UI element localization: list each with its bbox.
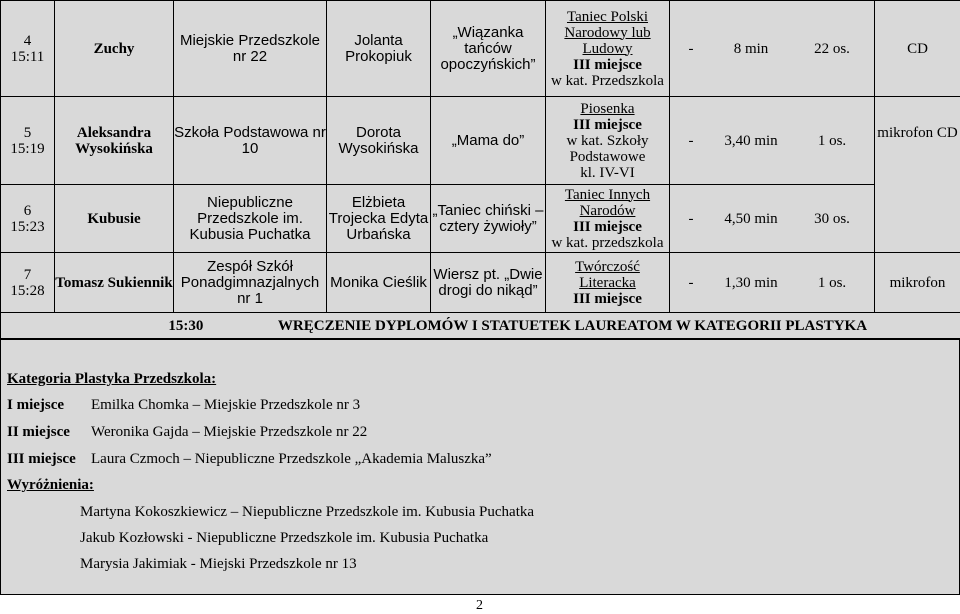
distinction-item: Jakub Kozłowski - Niepubliczne Przedszkole im. Kubusia Puchatka xyxy=(80,530,488,547)
school-name: Miejskie Przedszkole nr 22 xyxy=(174,1,327,97)
category-award: Taniec Innych Narodów III miejsce w kat. przedszkola xyxy=(546,185,670,253)
category-award: Piosenka III miejsce w kat. Szkoły Podstawowe kl. IV-VI xyxy=(546,97,670,185)
performance-title: Wiersz pt. „Dwie drogi do nikąd” xyxy=(431,253,546,313)
table-row xyxy=(1,253,960,313)
duration-persons: - 3,40 min 1 os. xyxy=(670,97,875,185)
result-place: III miejsce Laura Czmoch – Niepubliczne Przedszkole „Akademia Maluszka” xyxy=(7,451,492,468)
entry-number-time: 7 15:28 xyxy=(1,253,55,313)
entry-number-time: 5 15:19 xyxy=(1,97,55,185)
duration-persons: - 1,30 min 1 os. xyxy=(670,253,875,313)
tech-requirements: CD xyxy=(875,1,960,97)
performer-name: Aleksandra Wysokińska xyxy=(55,97,174,185)
ceremony-row xyxy=(1,313,960,339)
results-heading: Kategoria Plastyka Przedszkola: xyxy=(7,371,216,388)
table-row xyxy=(1,97,960,185)
ceremony-time: 15:30 xyxy=(94,318,278,334)
performer-name: Tomasz Sukiennik xyxy=(55,253,174,313)
performer-name: Kubusie xyxy=(55,185,174,253)
performance-title: „Taniec chiński – cztery żywioły” xyxy=(431,185,546,253)
teacher-name: Jolanta Prokopiuk xyxy=(327,1,431,97)
table-row xyxy=(1,185,960,253)
duration-persons: - 4,50 min 30 os. xyxy=(670,185,875,253)
teacher-name: Monika Cieślik xyxy=(327,253,431,313)
school-name: Niepubliczne Przedszkole im. Kubusia Puchatka xyxy=(174,185,327,253)
entry-number-time: 6 15:23 xyxy=(1,185,55,253)
result-place: II miejsce Weronika Gajda – Miejskie Przedszkole nr 22 xyxy=(7,424,367,441)
school-name: Szkoła Podstawowa nr 10 xyxy=(174,97,327,185)
tech-requirements: mikrofon xyxy=(875,253,960,313)
table-row xyxy=(1,1,960,97)
teacher-name: Elżbieta Trojecka Edyta Urbańska xyxy=(327,185,431,253)
ceremony-announcement xyxy=(1,313,960,339)
tech-requirements: mikrofon CD xyxy=(875,97,960,253)
teacher-name: Dorota Wysokińska xyxy=(327,97,431,185)
performance-title: „Wiązanka tańców opoczyńskich” xyxy=(431,1,546,97)
distinctions-heading: Wyróżnienia: xyxy=(7,477,94,494)
page-number: 2 xyxy=(476,598,483,614)
ceremony-text: WRĘCZENIE DYPLOMÓW I STATUETEK LAUREATOM W KATEGORII PLASTYKA xyxy=(278,318,867,334)
duration-persons: - 8 min 22 os. xyxy=(670,1,875,97)
performance-title: „Mama do” xyxy=(431,97,546,185)
distinction-item: Marysia Jakimiak - Miejski Przedszkole nr 13 xyxy=(80,556,357,573)
results-section xyxy=(0,339,960,595)
result-place: I miejsce Emilka Chomka – Miejskie Przedszkole nr 3 xyxy=(7,397,360,414)
entry-number-time: 4 15:11 xyxy=(1,1,55,97)
performer-name: Zuchy xyxy=(55,1,174,97)
category-award: Taniec Polski Narodowy lub Ludowy III miejsce w kat. Przedszkola xyxy=(546,1,670,97)
category-award: Twórczość Literacka III miejsce xyxy=(546,253,670,313)
school-name: Zespół Szkół Ponadgimnazjalnych nr 1 xyxy=(174,253,327,313)
distinction-item: Martyna Kokoszkiewicz – Niepubliczne Przedszkole im. Kubusia Puchatka xyxy=(80,504,534,521)
